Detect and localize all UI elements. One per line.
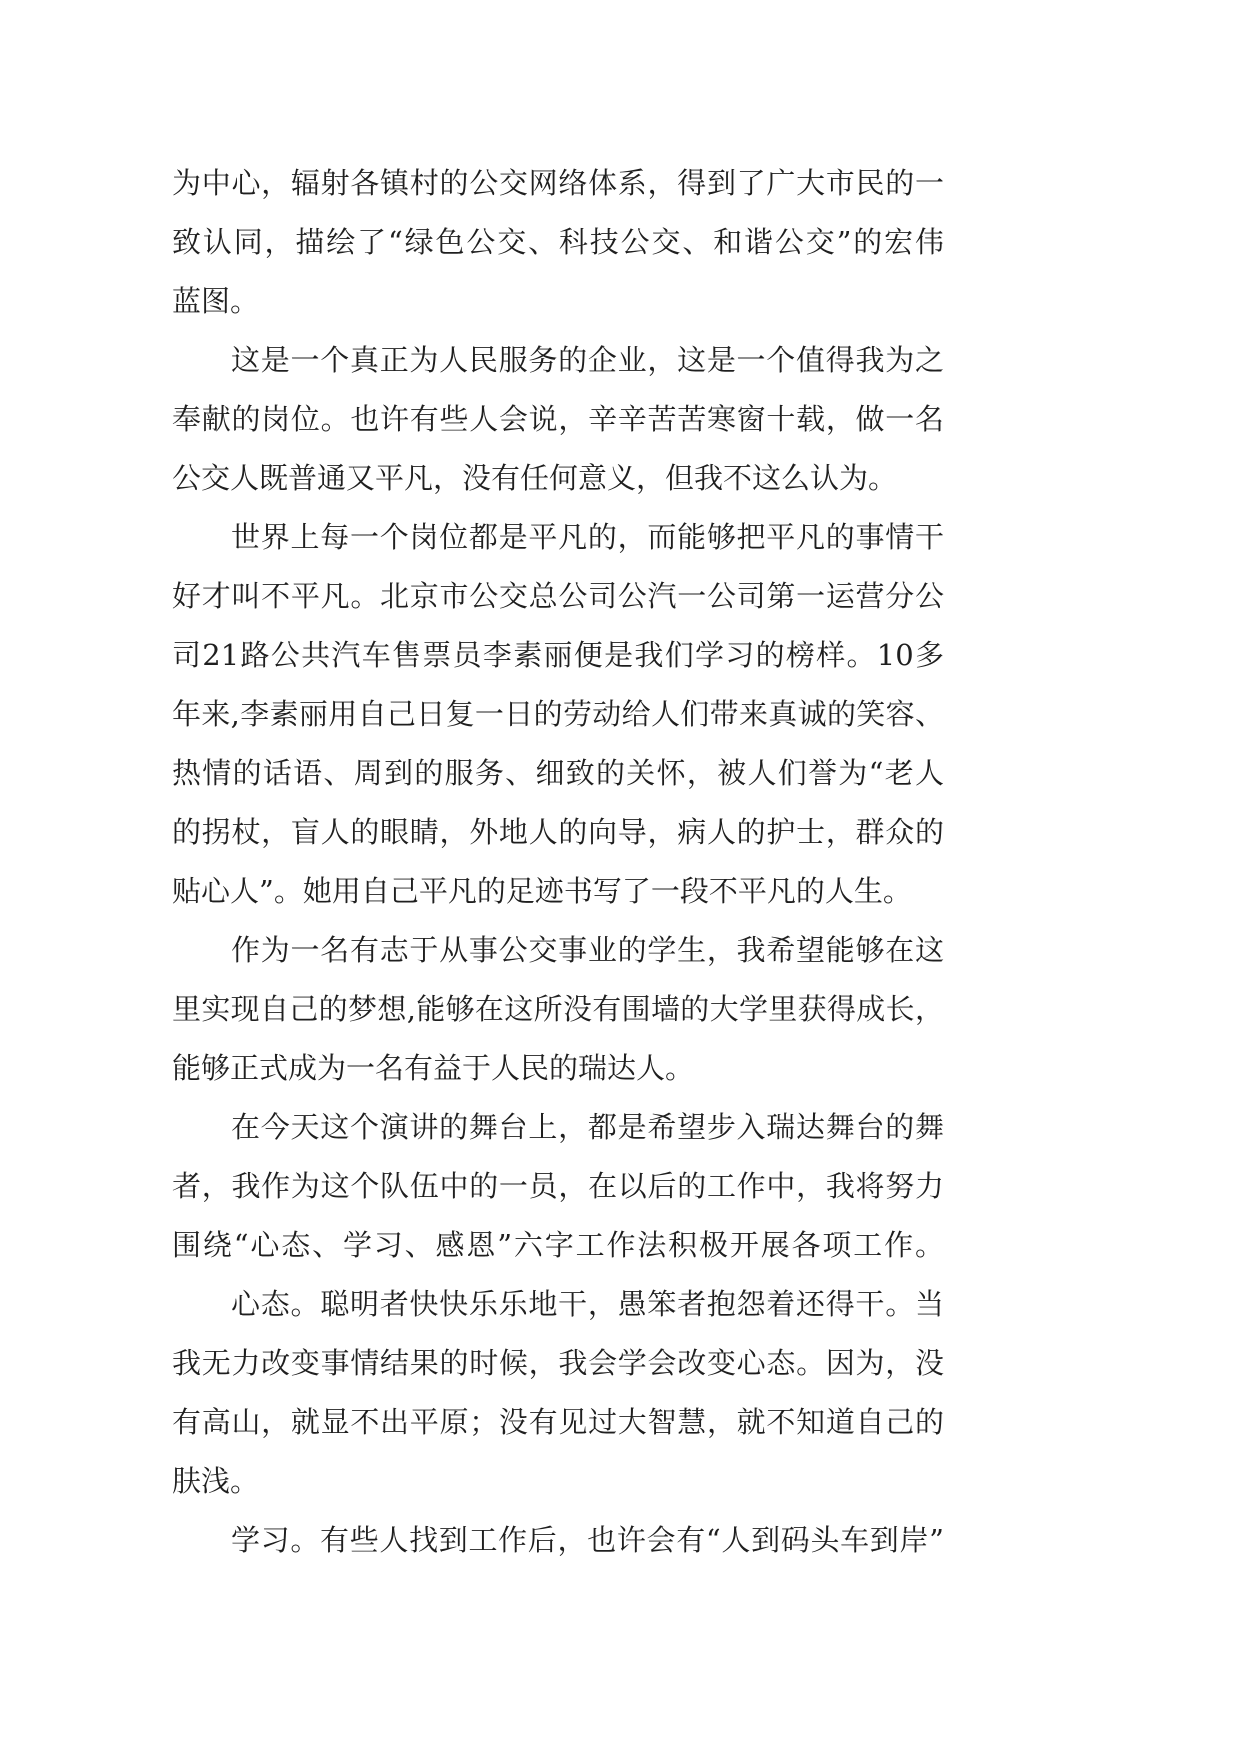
paragraph [172, 331, 944, 508]
text-line: 的拐杖，盲人的眼睛，外地人的向导，病人的护士，群众的 [172, 815, 944, 849]
text-line: 这是一个真正为人民服务的企业，这是一个值得我为之 [231, 343, 944, 377]
paragraph [172, 921, 944, 1098]
text-line: 者，我作为这个队伍中的一员，在以后的工作中，我将努力 [172, 1169, 944, 1203]
text-line: 致认同，描绘了“绿色公交、科技公交、和谐公交”的宏伟 [172, 225, 944, 259]
paragraph [172, 1275, 944, 1511]
text-line: 公交人既普通又平凡，没有任何意义，但我不这么认为。 [172, 461, 898, 495]
text-line: 司21路公共汽车售票员李素丽便是我们学习的榜样。10多 [172, 638, 944, 672]
text-line: 作为一名有志于从事公交事业的学生，我希望能够在这 [231, 933, 944, 967]
text-line: 我无力改变事情结果的时候，我会学会改变心态。因为，没 [172, 1346, 944, 1380]
paragraph [172, 1511, 944, 1570]
text-line: 热情的话语、周到的服务、细致的关怀，被人们誉为“老人 [172, 756, 944, 790]
text-line: 围绕“心态、学习、感恩”六字工作法积极开展各项工作。 [172, 1228, 944, 1262]
paragraph [172, 508, 944, 921]
text-line: 好才叫不平凡。北京市公交总公司公汽一公司第一运营分公 [172, 579, 944, 613]
text-line: 贴心人”。她用自己平凡的足迹书写了一段不平凡的人生。 [172, 874, 912, 908]
text-line: 年来,李素丽用自己日复一日的劳动给人们带来真诚的笑容、 [172, 697, 944, 731]
text-line: 有高山，就显不出平原；没有见过大智慧，就不知道自己的 [172, 1405, 944, 1439]
document-body [172, 154, 944, 1570]
text-line: 为中心，辐射各镇村的公交网络体系，得到了广大市民的一 [172, 166, 944, 200]
text-line: 奉献的岗位。也许有些人会说，辛辛苦苦寒窗十载，做一名 [172, 402, 944, 436]
text-line: 学习。有些人找到工作后，也许会有“人到码头车到岸” [231, 1523, 944, 1557]
text-line: 在今天这个演讲的舞台上，都是希望步入瑞达舞台的舞 [231, 1110, 944, 1144]
paragraph [172, 1098, 944, 1275]
text-line: 蓝图。 [172, 284, 260, 318]
text-line: 肤浅。 [172, 1464, 260, 1498]
text-line: 心态。聪明者快快乐乐地干，愚笨者抱怨着还得干。当 [231, 1287, 944, 1321]
text-line: 能够正式成为一名有益于人民的瑞达人。 [172, 1051, 695, 1085]
paragraph [172, 154, 944, 331]
text-line: 世界上每一个岗位都是平凡的，而能够把平凡的事情干 [231, 520, 944, 554]
text-line: 里实现自己的梦想,能够在这所没有围墙的大学里获得成长， [172, 992, 944, 1026]
